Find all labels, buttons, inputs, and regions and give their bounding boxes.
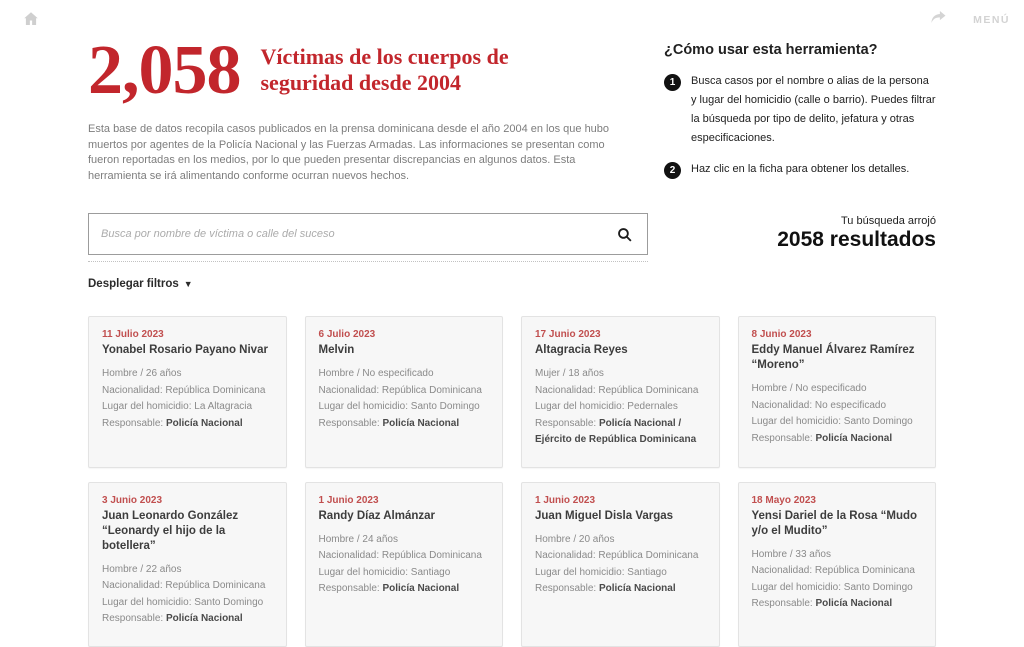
card-gender-age: Hombre / 20 años xyxy=(535,533,615,545)
card-responsible: Responsable: Policía Nacional xyxy=(102,417,243,429)
howto-step-1 xyxy=(664,72,936,148)
step-1-badge: 1 xyxy=(664,74,681,91)
results-grid xyxy=(88,316,936,647)
card-location: Lugar del homicidio: Pedernales xyxy=(535,401,678,412)
victim-card[interactable] xyxy=(521,316,720,468)
card-date: 18 Mayo 2023 xyxy=(751,494,816,506)
victim-card[interactable] xyxy=(738,482,937,647)
card-name: Eddy Manuel Álvarez Ramírez “Moreno” xyxy=(751,344,915,371)
victim-card[interactable] xyxy=(738,316,937,468)
card-nationality: Nacionalidad: República Dominicana xyxy=(535,384,699,396)
card-location: Lugar del homicidio: Santo Domingo xyxy=(102,596,264,608)
hero-section xyxy=(88,32,936,191)
howto-step-2 xyxy=(664,160,936,179)
card-responsible: Responsable: Policía Nacional xyxy=(751,598,893,609)
results-summary xyxy=(777,213,936,252)
step-2-badge: 2 xyxy=(664,162,681,179)
card-nationality: Nacionalidad: No especificado xyxy=(751,399,887,411)
menu-button[interactable]: MENÚ xyxy=(973,13,1010,26)
card-gender-age: Hombre / No especificado xyxy=(751,383,867,394)
card-date: 6 Julio 2023 xyxy=(318,329,376,340)
victim-card[interactable] xyxy=(305,482,504,647)
card-responsible: Responsable: Policía Nacional / Ejército de República Dominicana xyxy=(535,417,697,445)
card-name: Melvin xyxy=(318,344,355,356)
results-count: 2058 resultados xyxy=(777,228,936,251)
card-gender-age: Mujer / 18 años xyxy=(535,368,604,379)
card-date: 8 Junio 2023 xyxy=(751,329,812,340)
card-name: Juan Miguel Disla Vargas xyxy=(535,509,674,522)
card-responsible: Responsable: Policía Nacional xyxy=(318,417,460,429)
victim-card[interactable] xyxy=(88,316,287,468)
step-2-text: Haz clic en la ficha para obtener los detalles. xyxy=(691,163,910,175)
card-date: 1 Junio 2023 xyxy=(318,494,379,506)
search-icon xyxy=(616,226,633,243)
card-responsible: Responsable: Policía Nacional xyxy=(318,583,460,594)
card-gender-age: Hombre / 22 años xyxy=(102,563,182,575)
card-name: Yonabel Rosario Payano Nivar xyxy=(102,344,268,356)
search-section xyxy=(88,213,936,262)
card-nationality: Nacionalidad: República Dominicana xyxy=(318,384,482,396)
howto-title: ¿Cómo usar esta herramienta? xyxy=(664,42,878,58)
card-name: Altagracia Reyes xyxy=(535,344,628,356)
results-prefix: Tu búsqueda arrojó xyxy=(841,215,936,227)
victim-count: 2,058 xyxy=(88,32,241,109)
card-nationality: Nacionalidad: República Dominicana xyxy=(535,550,699,561)
card-responsible: Responsable: Policía Nacional xyxy=(102,613,243,624)
step-1-text: Busca casos por el nombre o alias de la persona y lugar del homicidio (calle o barrio). Puedes filtrar la búsqueda por tipo de delito, jefatura y otras especificaciones. xyxy=(691,75,936,144)
card-gender-age: Hombre / 26 años xyxy=(102,368,182,379)
card-nationality: Nacionalidad: República Dominicana xyxy=(751,565,915,576)
card-date: 11 Julio 2023 xyxy=(102,329,164,340)
home-icon[interactable] xyxy=(22,10,40,33)
card-nationality: Nacionalidad: República Dominicana xyxy=(102,384,266,396)
victim-card[interactable] xyxy=(521,482,720,647)
card-gender-age: Hombre / No especificado xyxy=(318,368,434,379)
card-location: Lugar del homicidio: Santo Domingo xyxy=(751,581,913,593)
card-location: Lugar del homicidio: Santiago xyxy=(535,566,667,578)
chevron-down-icon: ▼ xyxy=(183,279,193,289)
victim-card[interactable] xyxy=(88,482,287,647)
search-button[interactable] xyxy=(614,224,635,245)
search-box xyxy=(88,213,648,255)
share-icon[interactable] xyxy=(930,10,947,29)
card-date: 17 Junio 2023 xyxy=(535,329,601,340)
card-gender-age: Hombre / 24 años xyxy=(318,533,398,545)
card-date: 3 Junio 2023 xyxy=(102,494,163,506)
card-location: Lugar del homicidio: Santo Domingo xyxy=(318,401,480,412)
card-responsible: Responsable: Policía Nacional xyxy=(751,432,893,444)
card-nationality: Nacionalidad: República Dominicana xyxy=(318,550,482,561)
victim-card[interactable] xyxy=(305,316,504,468)
card-name: Yensi Dariel de la Rosa “Mudo y/o el Mudito” xyxy=(751,509,918,537)
card-location: Lugar del homicidio: La Altagracia xyxy=(102,401,253,412)
page-title: Víctimas de los cuerpos de seguridad desde 2004 xyxy=(260,44,509,95)
filters-toggle[interactable] xyxy=(88,278,193,290)
card-name: Juan Leonardo González “Leonardy el hijo de la botellera” xyxy=(102,509,239,552)
top-bar xyxy=(0,0,1024,34)
card-location: Lugar del homicidio: Santo Domingo xyxy=(751,416,913,427)
card-location: Lugar del homicidio: Santiago xyxy=(318,566,451,578)
card-gender-age: Hombre / 33 años xyxy=(751,548,831,560)
card-name: Randy Díaz Almánzar xyxy=(318,509,436,522)
filters-toggle-label: Desplegar filtros xyxy=(88,278,179,290)
card-responsible: Responsable: Policía Nacional xyxy=(535,583,676,594)
dotted-divider xyxy=(88,261,648,262)
card-nationality: Nacionalidad: República Dominicana xyxy=(102,580,266,591)
page-description: Esta base de datos recopila casos publicados en la prensa dominicana desde el año 2004 en los que hubo muertos por agentes de la Policía Nacional y las Fuerzas Armadas. Las informaciones se presentan como fueron reportadas en los medios, por lo que pueden presentar discrepancias en algunos datos. Esta herramienta se irá alimentando conforme ocurran nuevos hechos. xyxy=(88,123,610,182)
howto-panel xyxy=(664,38,936,191)
card-date: 1 Junio 2023 xyxy=(535,494,596,506)
search-input[interactable] xyxy=(101,228,614,240)
